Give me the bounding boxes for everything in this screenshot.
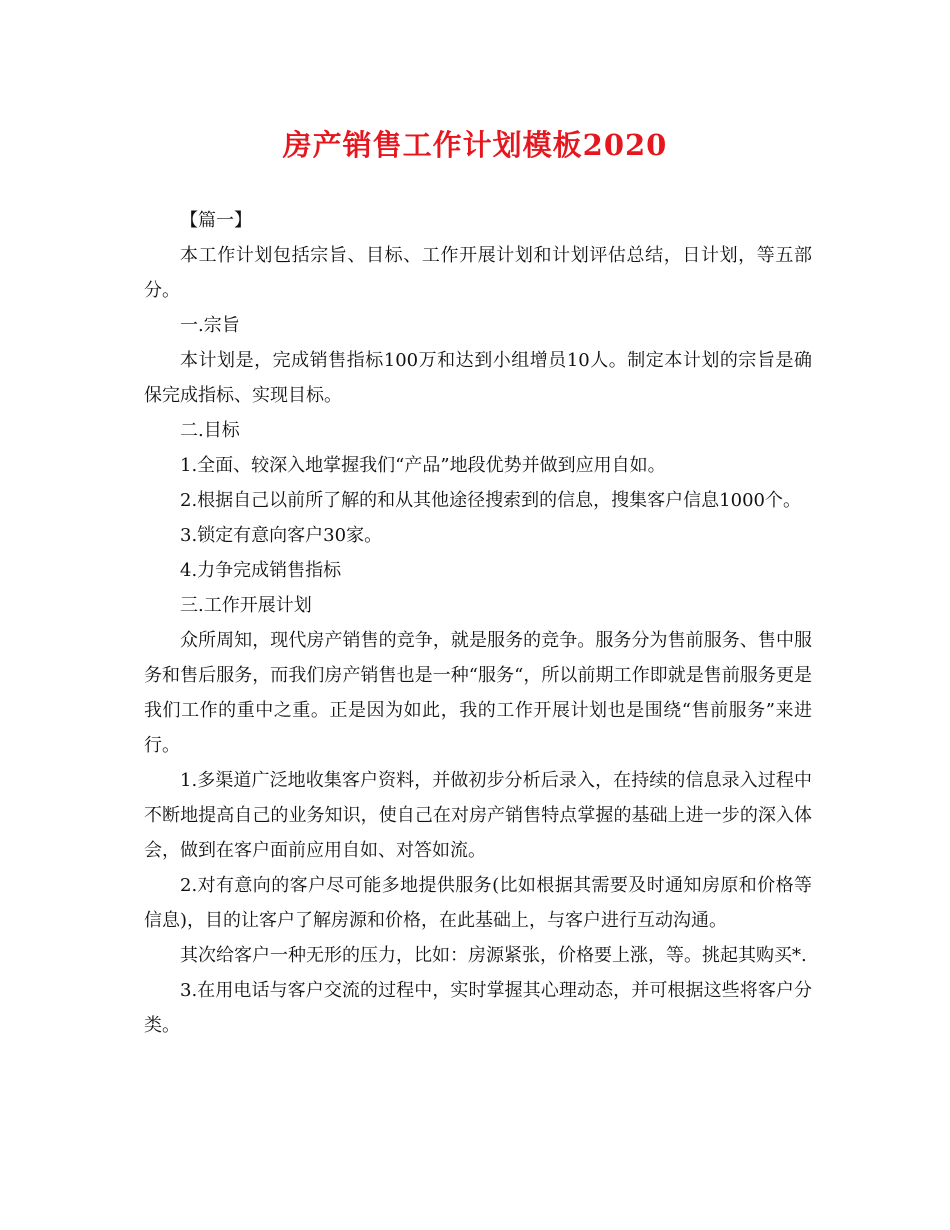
heading-goals: 二.目标 [180, 420, 240, 441]
section-marker: 【篇一】 [180, 210, 252, 231]
heading-work-plan: 三.工作开展计划 [180, 595, 312, 616]
work-plan-item: 2.对有意向的客户尽可能多地提供服务(比如根据其需要及时通知房原和价格等信息)，目的让客户了解房源和价格，在此基础上，与客户进行互动沟通。 [144, 875, 812, 931]
work-plan-item: 3.在用电话与客户交流的过程中，实时掌握其心理动态，并可根据这些将客户分类。 [144, 980, 812, 1036]
work-plan-paragraph: 众所周知，现代房产销售的竞争，就是服务的竞争。服务分为售前服务、售中服务和售后服务，而我们房产销售也是一种“服务“，所以前期工作即就是售前服务更是我们工作的重中之重。正是因为如此，我的工作开展计划也是围绕“售前服务”来进行。 [144, 630, 812, 756]
work-plan-item: 1.多渠道广泛地收集客户资料，并做初步分析后录入，在持续的信息录入过程中不断地提高自己的业务知识，使自己在对房产销售特点掌握的基础上进一步的深入体会，做到在客户面前应用自如、对答如流。 [144, 770, 812, 861]
document-title: 房产销售工作计划模板2020 [282, 128, 668, 162]
purpose-paragraph: 本计划是，完成销售指标100万和达到小组增员10人。制定本计划的宗旨是确保完成指标、实现目标。 [144, 350, 812, 406]
goal-item: 2.根据自己以前所了解的和从其他途径搜索到的信息，搜集客户信息1000个。 [180, 490, 801, 511]
intro-paragraph: 本工作计划包括宗旨、目标、工作开展计划和计划评估总结，日计划，等五部分。 [144, 245, 812, 301]
goal-item: 1.全面、较深入地掌握我们“产品”地段优势并做到应用自如。 [180, 455, 666, 476]
document-body [144, 203, 812, 1043]
heading-purpose: 一.宗旨 [180, 315, 240, 336]
work-plan-paragraph: 其次给客户一种无形的压力，比如：房源紧张，价格要上涨，等。挑起其购买*. [180, 945, 807, 966]
goal-item: 3.锁定有意向客户30家。 [180, 525, 383, 546]
goal-item: 4.力争完成销售指标 [180, 560, 342, 581]
